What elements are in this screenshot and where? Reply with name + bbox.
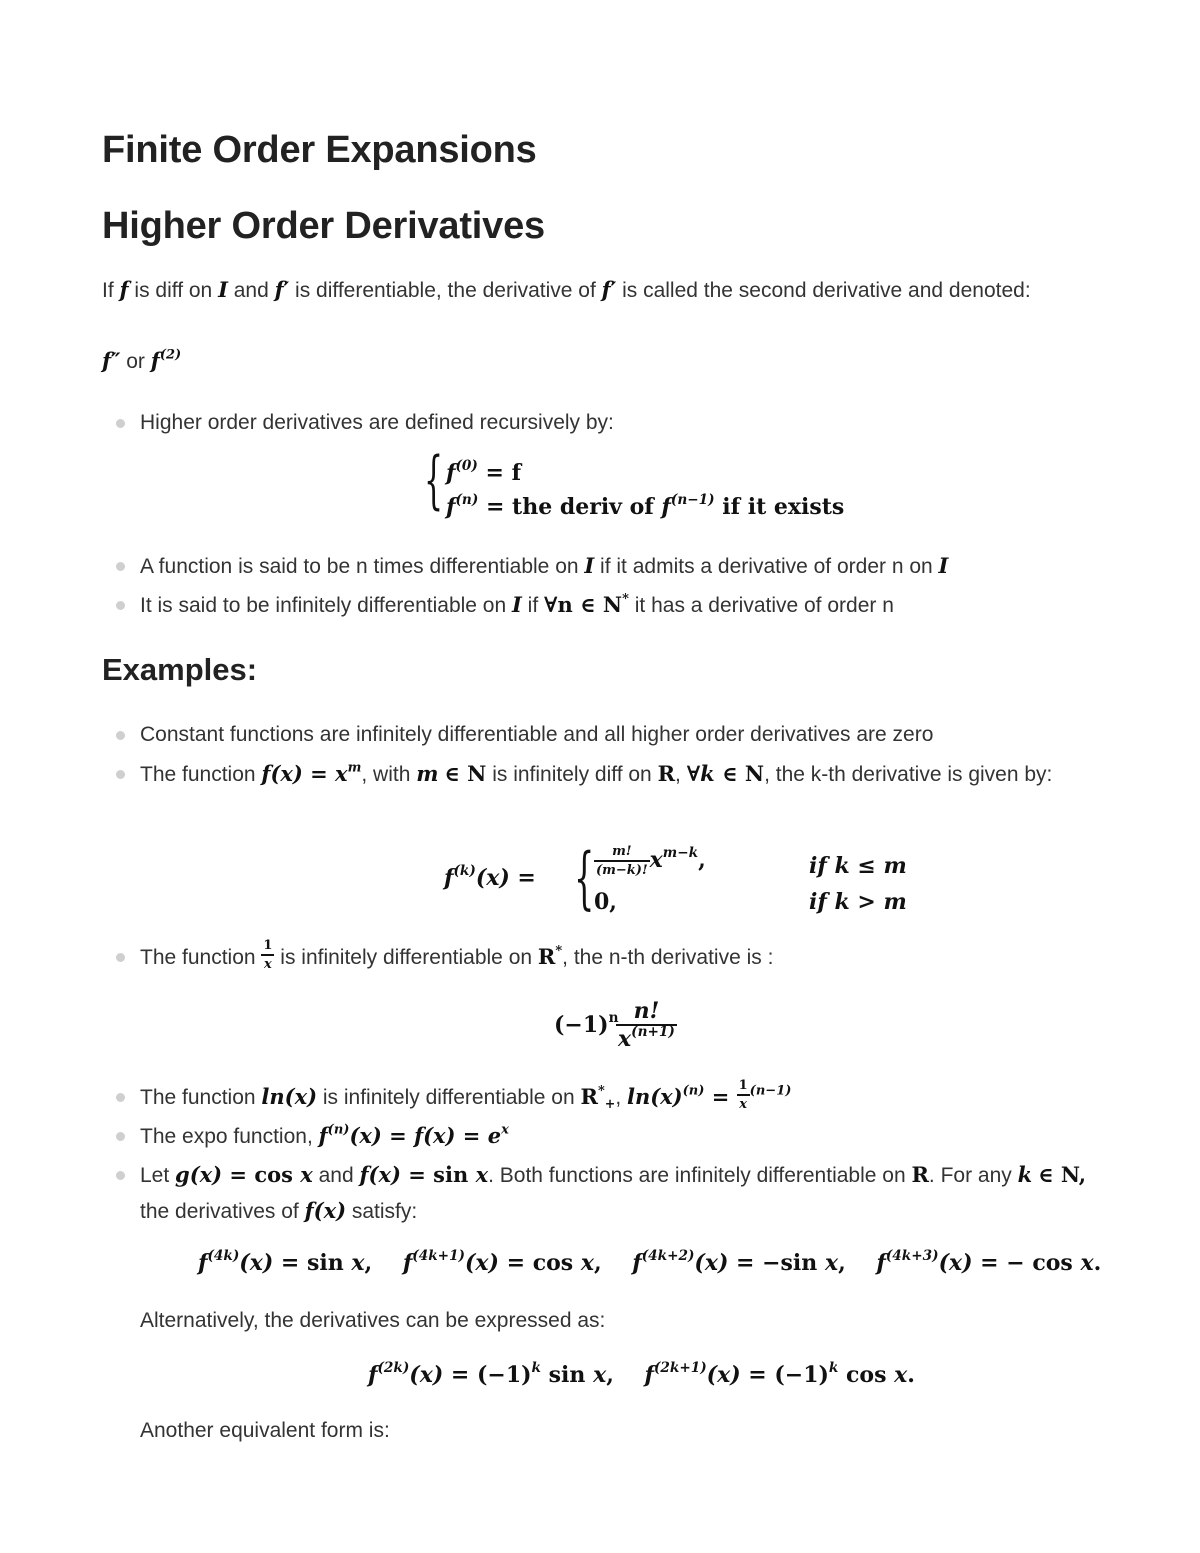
bullet-dot: [116, 562, 125, 571]
bullet-dot: [116, 419, 125, 428]
bullet-dot: [116, 601, 125, 610]
bullet-dot: [116, 1171, 125, 1180]
bullet-dot: [116, 1132, 125, 1141]
page-title: Finite Order Expansions: [102, 129, 537, 171]
sin-derivatives-parity-formula: $f^{(2k)}(x) = (-1)^k$ sin x, $f^{(2k+1)}(x) = (-1)^k$ cos x.: [368, 1359, 915, 1388]
list-item: Let g(x) = cos x and f(x) = sin x. Both functions are infinitely differentiable on R. For any k ∈ N, the derivatives of f(x) satisfy:: [140, 1162, 1087, 1223]
paragraph-alternatively: Alternatively, the derivatives can be expressed as:: [140, 1309, 606, 1332]
second-derivative-notation: f″ or $f^{(2)}$: [102, 347, 182, 373]
list-item: The expo function, $f^{(n)}(x) = f(x) = e^x$: [140, 1122, 509, 1148]
bullet-dot: [116, 1093, 125, 1102]
paragraph-another-form: Another equivalent form is:: [140, 1419, 390, 1442]
section-heading-examples: Examples:: [102, 652, 258, 687]
list-item: The function $\frac{1}{x}$ is infinitely differentiable on R*, the n-th derivative is :: [140, 938, 774, 972]
section-heading-higher-order: Higher Order Derivatives: [102, 205, 545, 247]
intro-paragraph: If f is diff on I and f′ is differentiable, the derivative of f′ is called the second derivative and denoted:: [102, 277, 1031, 302]
list-item: It is said to be infinitely differentiable on I if ∀n ∈ N* it has a derivative of order n: [140, 591, 894, 617]
bullet-dot: [116, 953, 125, 962]
list-item: Higher order derivatives are defined recursively by:: [140, 411, 614, 434]
bullet-dot: [116, 731, 125, 740]
list-item: Constant functions are infinitely differentiable and all higher order derivatives are zero: [140, 723, 934, 746]
bullet-dot: [116, 770, 125, 779]
list-item: The function $f(x) = x^m$, with m ∈ N is infinitely diff on R, ∀k ∈ N, the k-th derivative is given by:: [140, 760, 1053, 786]
list-item: A function is said to be n times differentiable on I if it admits a derivative of order n on I: [140, 553, 949, 578]
sin-derivatives-cycle-formula: $f^{(4k)}(x) = \sin x$, $f^{(4k+1)}(x) = \cos x$, $f^{(4k+2)}(x) = -\sin$ x, $f^{(4k+3)}(x)$ = − cos x.: [198, 1247, 1102, 1276]
list-item: The function ln(x) is infinitely differentiable on $R^*_+$, $\ln(x)^{(n)}$ = $\frac{1}{x}$ $^{(n-1)}$: [140, 1078, 792, 1112]
